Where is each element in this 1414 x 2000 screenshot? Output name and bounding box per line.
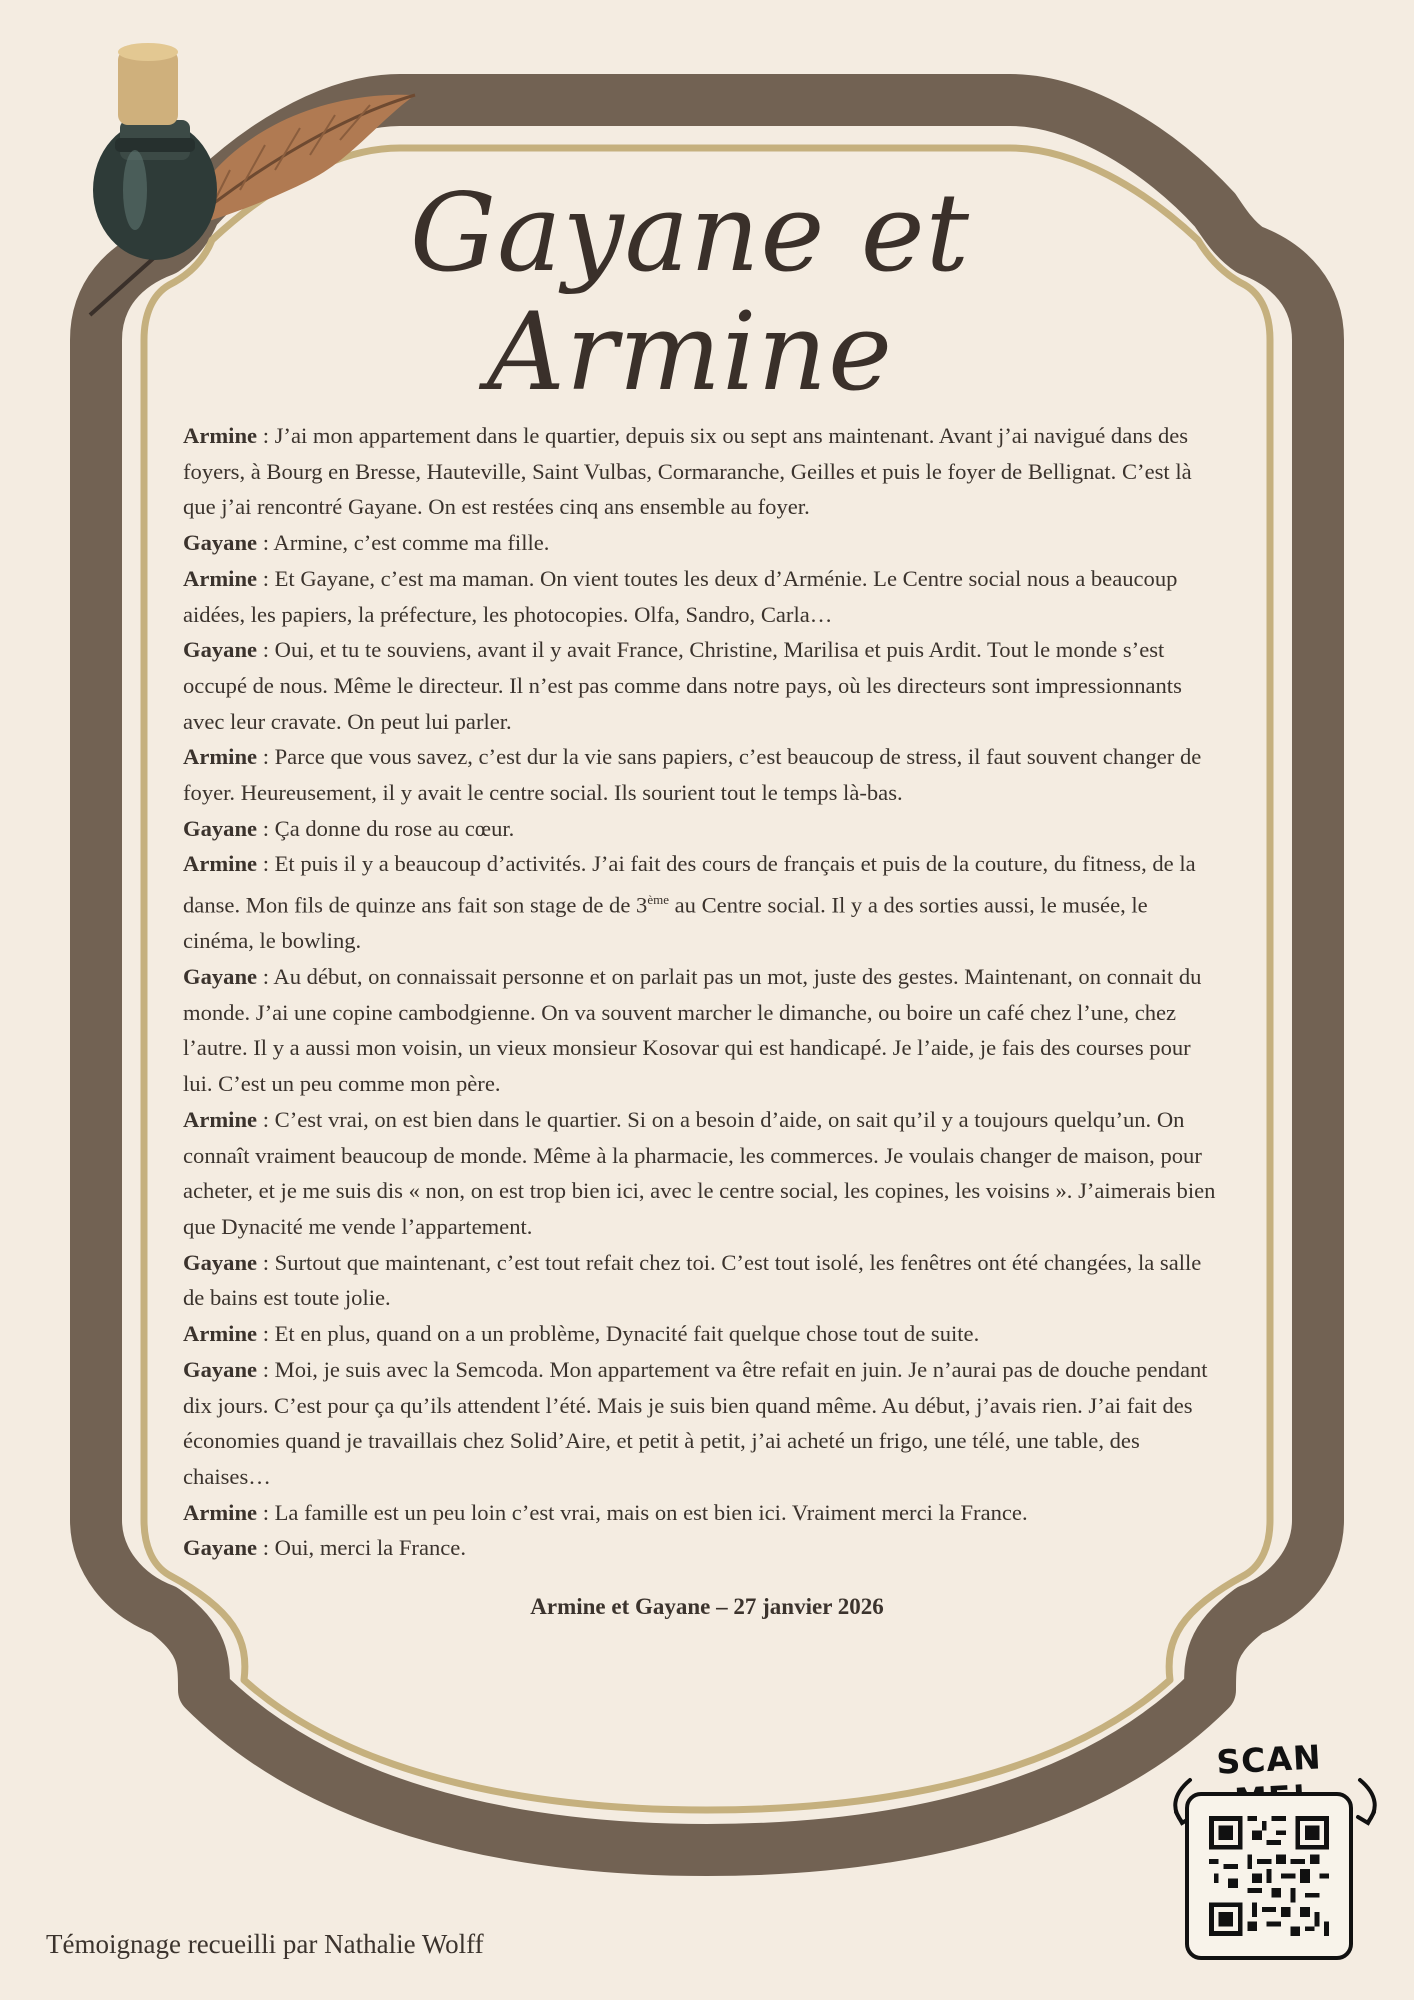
dialogue-text-segment: : Moi, je suis avec la Semcoda. Mon appartement va être refait en juin. Je n’aurai pas de douche pendant dix jours. C’est pour ça qu’ils attendent l’été. Mais je suis bien quand même. Au début, j’avais rien. J’ai fait des économies quand je travaillais chez Solid’Aire, et petit à petit, j’ai acheté un frigo, une télé, une table, des chaises… xyxy=(183,1356,1208,1489)
dialogue-line xyxy=(183,632,1223,739)
signature-line: Armine et Gayane – 27 janvier 2026 xyxy=(530,1594,884,1619)
footer-credit: Témoignage recueilli par Nathalie Wolff xyxy=(46,1929,484,1959)
dialogue-line xyxy=(183,1495,1223,1531)
dialogue-text-segment: : Parce que vous savez, c’est dur la vie sans papiers, c’est beaucoup de stress, il faut souvent changer de foyer. Heureusement, il y avait le centre social. Ils sourient tout le temps là-bas. xyxy=(183,744,1202,806)
dialogue-line xyxy=(183,811,1223,847)
speaker-name: Armine xyxy=(183,744,258,770)
speaker-name: Gayane xyxy=(183,964,258,990)
speaker-name: Gayane xyxy=(183,1535,258,1561)
speaker-name: Armine xyxy=(183,1106,258,1132)
dialogue-text xyxy=(183,418,1223,1566)
speaker-name: Gayane xyxy=(183,815,258,841)
qr-code-icon xyxy=(1209,1816,1329,1936)
dialogue-text-segment: : La famille est un peu loin c’est vrai, mais on est bien ici. Vraiment merci la France. xyxy=(257,1499,1028,1525)
dialogue-line xyxy=(183,418,1223,525)
dialogue-line xyxy=(183,1352,1223,1495)
dialogue-text-segment: : Ça donne du rose au cœur. xyxy=(257,815,515,841)
dialogue-text-segment: : C’est vrai, on est bien dans le quartier. Si on a besoin d’aide, on sait qu’il y a toujours quelqu’un. On connaît vraiment beaucoup de monde. Même à la pharmacie, les commerces. Je voulais changer de maison, pour acheter, et je me suis dis « non, on est trop bien ici, avec le centre social, les copines, les voisins ». J’aimerais bien que Dynacité me vende l’appartement. xyxy=(183,1106,1216,1239)
dialogue-text-segment: : Et en plus, quand on a un problème, Dynacité fait quelque chose tout de suite. xyxy=(257,1321,980,1347)
qr-code[interactable] xyxy=(1185,1792,1353,1960)
dialogue-text-segment: : Armine, c’est comme ma fille. xyxy=(257,530,550,556)
dialogue-line xyxy=(183,1316,1223,1352)
dialogue-text-segment: : Oui, et tu te souviens, avant il y avait France, Christine, Marilisa et puis Ardit. Tout le monde s’est occupé de nous. Même le directeur. Il n’est pas comme dans notre pays, où les directeurs sont impressionnants avec leur cravate. On peut lui parler. xyxy=(183,637,1182,734)
dialogue-text-segment: : Au début, on connaissait personne et on parlait pas un mot, juste des gestes. Maintenant, on connait du monde. J’ai une copine cambodgienne. On va souvent marcher le dimanche, ou boire un café chez l’une, chez l’autre. Il y a aussi mon voisin, un vieux monsieur Kosovar qui est handicapé. Je l’aide, je fais des courses pour lui. C’est un peu comme mon père. xyxy=(183,964,1202,1097)
dialogue-line xyxy=(183,525,1223,561)
speaker-name: Armine xyxy=(183,423,258,448)
dialogue-text-segment: : Et Gayane, c’est ma maman. On vient toutes les deux d’Arménie. Le Centre social nous a beaucoup aidées, les papiers, la préfecture, les photocopies. Olfa, Sandro, Carla… xyxy=(183,565,1178,627)
speaker-name: Armine xyxy=(183,851,258,877)
dialogue-text-segment: : Et puis il y a beaucoup d’activités. J’ai fait des cours de français et puis de la couture, du fitness, de la danse. Mon fils de quinze ans fait son stage de de 3 xyxy=(183,851,1196,918)
dialogue-line xyxy=(183,1530,1223,1566)
speaker-name: Gayane xyxy=(183,1356,258,1382)
speaker-name: Gayane xyxy=(183,637,258,663)
dialogue-line xyxy=(183,959,1223,1102)
dialogue-text-segment: : Oui, merci la France. xyxy=(257,1535,466,1561)
dialogue-text-segment: au Centre social. Il y a des sorties aussi, le musée, le cinéma, le bowling. xyxy=(183,892,1148,954)
scan-me-label: SCAN xyxy=(1215,1737,1323,1782)
speaker-name: Armine xyxy=(183,565,258,591)
dialogue-line xyxy=(183,1245,1223,1316)
page-title: Gayane et Armine xyxy=(409,171,971,415)
speaker-name: Gayane xyxy=(183,530,258,556)
dialogue-line xyxy=(183,739,1223,810)
speaker-name: Armine xyxy=(183,1499,258,1525)
speaker-name: Gayane xyxy=(183,1249,258,1275)
dialogue-text-segment: : J’ai mon appartement dans le quartier, depuis six ou sept ans maintenant. Avant j’ai navigué dans des foyers, à Bourg en Bresse, Hauteville, Saint Vulbas, Cormaranche, Geilles et puis le foyer de Bellignat. C’est là que j’ai rencontré Gayane. On est restées cinq ans ensemble au foyer. xyxy=(183,423,1192,520)
dialogue-text-segment: : Surtout que maintenant, c’est tout refait chez toi. C’est tout isolé, les fenêtres ont été changées, la salle de bains est toute jolie. xyxy=(183,1249,1202,1311)
speaker-name: Armine xyxy=(183,1321,258,1347)
superscript: ème xyxy=(647,892,669,908)
dialogue-line xyxy=(183,561,1223,632)
dialogue-line xyxy=(183,1102,1223,1245)
dialogue-line xyxy=(183,846,1223,959)
